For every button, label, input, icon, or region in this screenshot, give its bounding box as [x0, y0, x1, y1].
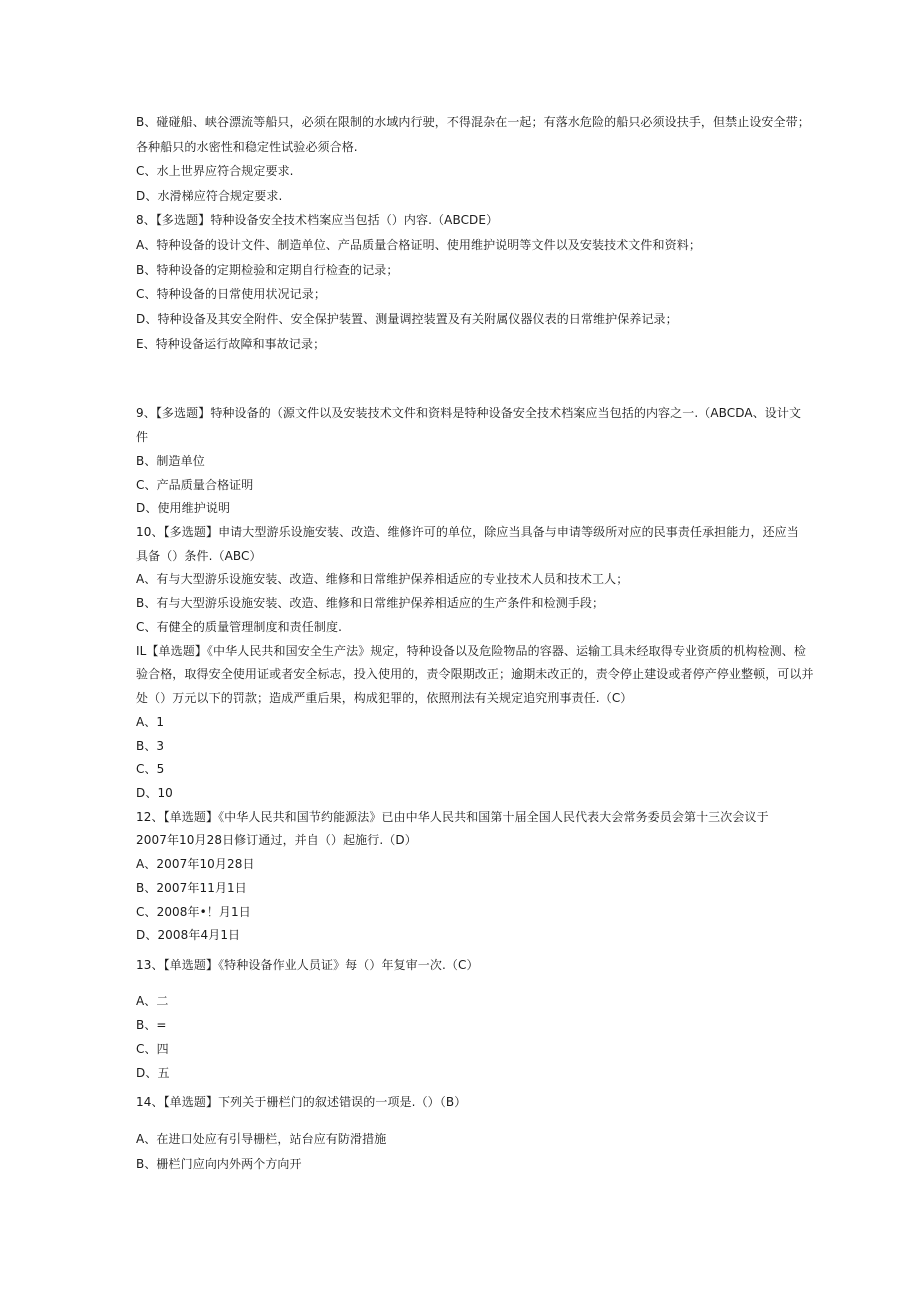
- text-line: B、有与大型游乐设施安装、改造、维修和日常维护保养相适应的生产条件和检测手段；: [136, 596, 605, 610]
- question-12: 12、【单选题】《中华人民共和国节约能源法》已由中华人民共和国第十届全国人民代表大会常务委员会第十三次会议于: [136, 810, 769, 824]
- text-line: A、1: [136, 715, 165, 729]
- text-line: E、特种设备运行故障和事故记录；: [136, 337, 326, 351]
- text-line: D、水滑梯应符合规定要求.: [136, 189, 283, 203]
- text-line: C、2008年•！月1日: [136, 905, 251, 919]
- text-line: B、2007年11月1日: [136, 881, 247, 895]
- text-line: A、二: [136, 994, 169, 1008]
- text-line: B、制造单位: [136, 454, 205, 468]
- question-10: 10、【多选题】申请大型游乐设施安装、改造、维修许可的单位，除应当具备与申请等级所对应的民事责任承担能力，还应当: [136, 525, 799, 539]
- text-line: B、特种设备的定期检验和定期自行检查的记录；: [136, 263, 399, 277]
- text-line: A、特种设备的设计文件、制造单位、产品质量合格证明、使用维护说明等文件以及安装技术文件和资料；: [136, 238, 701, 252]
- text-line: 具备（）条件.（ABC）: [136, 549, 262, 563]
- text-line: D、2008年4月1日: [136, 928, 241, 942]
- question-14: 14、【单选题】下列关于栅栏门的叙述错误的一项是.（）（B）: [136, 1095, 467, 1109]
- text-line: A、2007年10月28日: [136, 857, 255, 871]
- text-line: 2007年10月28日修订通过，并自（）起施行.（D）: [136, 833, 417, 847]
- text-line: C、特种设备的日常使用状况记录；: [136, 287, 326, 301]
- text-line: C、水上世界应符合规定要求.: [136, 164, 294, 178]
- text-line: C、5: [136, 762, 165, 776]
- text-line: 件: [136, 430, 149, 444]
- text-line: D、10: [136, 786, 173, 800]
- text-line: A、有与大型游乐设施安装、改造、维修和日常维护保养相适应的专业技术人员和技术工人；: [136, 572, 629, 586]
- text-line: B、=: [136, 1018, 167, 1032]
- text-line: B、碰碰船、峡谷漂流等船只，必须在限制的水域内行驶，不得混杂在一起；有落水危险的船只必须设扶手，但禁止设安全带；: [136, 115, 810, 129]
- text-line: D、使用维护说明: [136, 501, 231, 515]
- question-9: 9、【多选题】特种设备的（源文件以及安装技术文件和资料是特种设备安全技术档案应当包括的内容之一.（ABCDA、设计文: [136, 406, 802, 420]
- question-11: IL【单选题】《中华人民共和国安全生产法》规定，特种设备以及危险物品的容器、运输工具未经取得专业资质的机构检测、检: [136, 644, 806, 658]
- text-line: C、四: [136, 1042, 169, 1056]
- text-line: C、产品质量合格证明: [136, 478, 254, 492]
- text-line: D、五: [136, 1066, 170, 1080]
- text-line: A、在进口处应有引导栅栏，站台应有防滑措施: [136, 1132, 387, 1146]
- text-line: 验合格，取得安全使用证或者安全标志，投入使用的，责令限期改正；逾期未改正的，责令停止建设或者停产停业整顿，可以并: [136, 667, 814, 681]
- text-line: 各种船只的水密性和稳定性试验必须合格.: [136, 140, 358, 154]
- text-line: B、栅栏门应向内外两个方向开: [136, 1157, 302, 1171]
- question-8: 8、【多选题】特种设备安全技术档案应当包括（）内容.（ABCDE）: [136, 213, 499, 227]
- text-line: D、特种设备及其安全附件、安全保护装置、测量调控装置及有关附属仪器仪表的日常维护保养记录；: [136, 312, 678, 326]
- text-line: 处（）万元以下的罚款；造成严重后果，构成犯罪的，依照刑法有关规定追究刑事责任.（C）: [136, 691, 633, 705]
- question-13: 13、【单选题】《特种设备作业人员证》每（）年复审一次.（C）: [136, 958, 479, 972]
- text-line: B、3: [136, 739, 165, 753]
- text-line: C、有健全的质量管理制度和责任制度.: [136, 620, 342, 634]
